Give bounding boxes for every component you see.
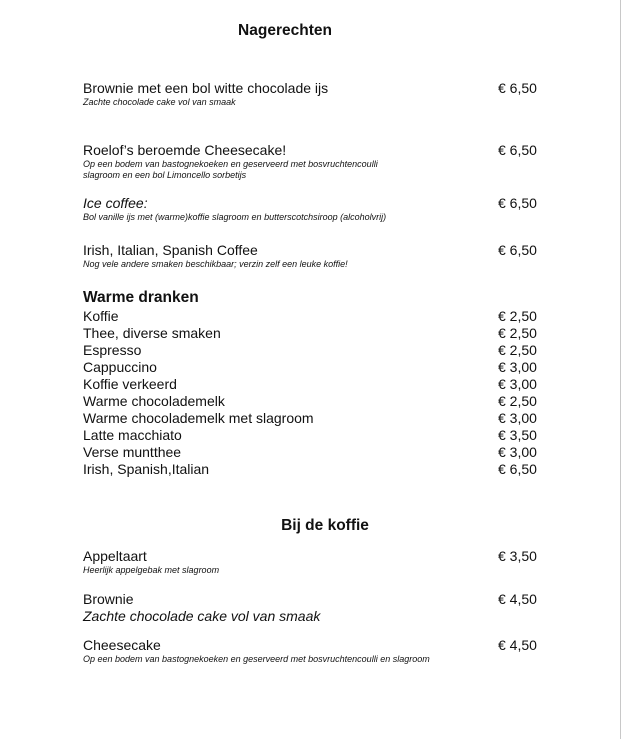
item-description: Zachte chocolade cake vol van smaak	[83, 608, 321, 624]
coffee-item-brownie	[83, 591, 543, 625]
drink-price: € 3,50	[498, 427, 537, 443]
item-price: € 6,50	[498, 195, 537, 211]
item-name: Brownie met een bol witte chocolade ijs	[83, 80, 329, 96]
drink-price: € 6,50	[498, 461, 537, 477]
drink-name: Koffie verkeerd	[83, 376, 177, 392]
item-description: Bol vanille ijs met (warme)koffie slagroom en butterscotchsiroop (alcoholvrij)	[83, 212, 387, 222]
drink-row	[83, 461, 543, 478]
dessert-item-brownie	[83, 80, 543, 108]
drink-name: Koffie	[83, 308, 119, 324]
coffee-item-appeltaart	[83, 548, 543, 576]
drink-price: € 3,00	[498, 359, 537, 375]
item-name: Roelof’s beroemde Cheesecake!	[83, 142, 287, 158]
drink-name: Irish, Spanish,Italian	[83, 461, 210, 477]
item-description: Nog vele andere smaken beschikbaar; verzin zelf een leuke koffie!	[83, 259, 348, 269]
item-price: € 6,50	[498, 242, 537, 258]
drink-row	[83, 410, 543, 427]
drink-price: € 3,00	[498, 410, 537, 426]
drink-name: Warme chocolademelk	[83, 393, 225, 409]
item-description-line2: slagroom en een bol Limoncello sorbetijs	[83, 170, 247, 180]
drink-row	[83, 359, 543, 376]
item-price: € 4,50	[498, 637, 537, 653]
drink-row	[83, 308, 543, 325]
item-description: Op een bodem van bastognekoeken en geserveerd met bosvruchtencoulli	[83, 159, 378, 169]
drink-row	[83, 342, 543, 359]
dessert-item-irish-coffee	[83, 242, 543, 270]
item-description: Op een bodem van bastognekoeken en geserveerd met bosvruchtencoulli en slagroom	[83, 654, 430, 664]
drink-price: € 3,00	[498, 444, 537, 460]
warm-drinks-title: Warme dranken	[83, 289, 199, 306]
drink-row	[83, 444, 543, 461]
item-name: Appeltaart	[83, 548, 147, 564]
drink-name: Thee, diverse smaken	[83, 325, 221, 341]
desserts-title: Nagerechten	[238, 22, 332, 39]
item-name: Brownie	[83, 591, 134, 607]
drink-name: Verse muntthee	[83, 444, 182, 460]
with-coffee-title: Bij de koffie	[281, 517, 369, 534]
item-name: Cheesecake	[83, 637, 161, 653]
item-description: Zachte chocolade cake vol van smaak	[83, 97, 236, 107]
item-name: Ice coffee:	[83, 195, 148, 211]
drink-price: € 2,50	[498, 325, 537, 341]
dessert-item-cheesecake	[83, 142, 543, 181]
drink-row	[83, 376, 543, 393]
item-description: Heerlijk appelgebak met slagroom	[83, 565, 220, 575]
drink-name: Espresso	[83, 342, 142, 358]
drink-row	[83, 393, 543, 410]
drink-price: € 2,50	[498, 342, 537, 358]
item-name: Irish, Italian, Spanish Coffee	[83, 242, 258, 258]
drink-row	[83, 325, 543, 342]
item-price: € 6,50	[498, 80, 537, 96]
dessert-item-ice-coffee	[83, 195, 543, 223]
drink-name: Cappuccino	[83, 359, 157, 375]
item-price: € 6,50	[498, 142, 537, 158]
drink-price: € 2,50	[498, 393, 537, 409]
item-price: € 3,50	[498, 548, 537, 564]
drink-name: Latte macchiato	[83, 427, 182, 443]
item-price: € 4,50	[498, 591, 537, 607]
page-edge-divider	[620, 0, 621, 739]
drink-row	[83, 427, 543, 444]
coffee-item-cheesecake	[83, 637, 543, 665]
drink-price: € 2,50	[498, 308, 537, 324]
drink-name: Warme chocolademelk met slagroom	[83, 410, 314, 426]
drink-price: € 3,00	[498, 376, 537, 392]
